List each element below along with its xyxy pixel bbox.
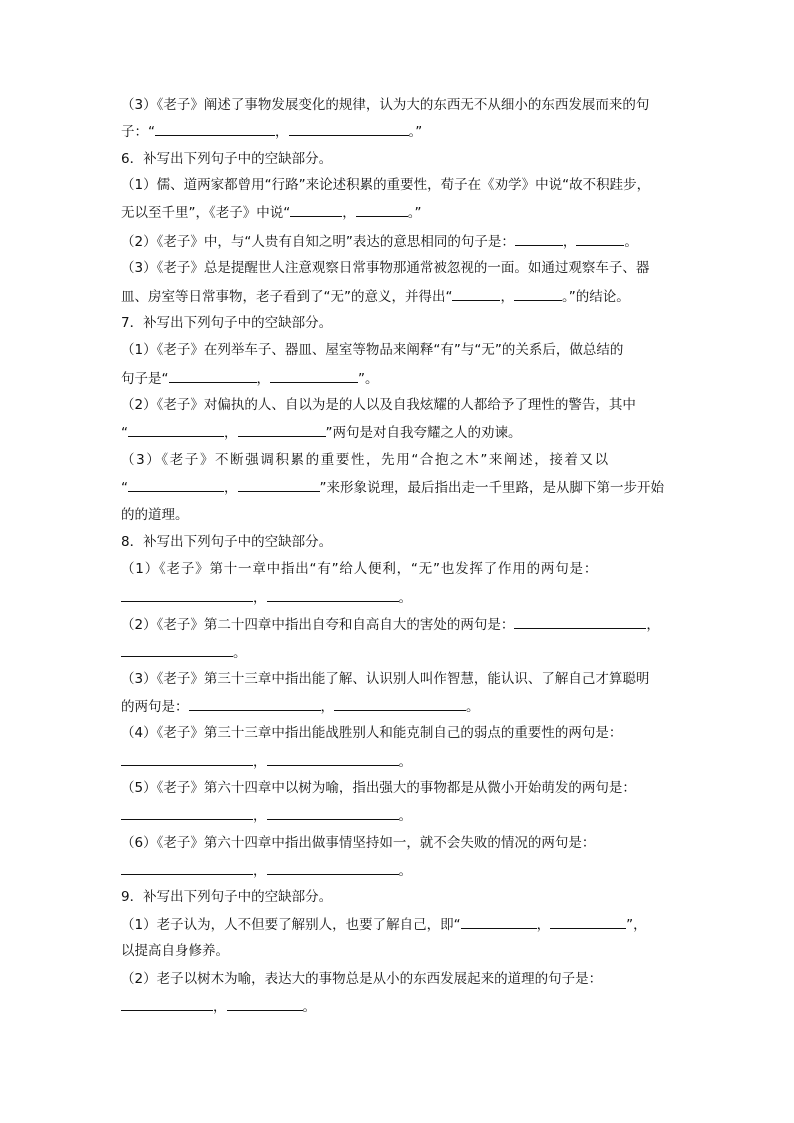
- q9-1-line2: 以提高自身修养。: [121, 943, 229, 959]
- q6-2-line: （2）《老子》中，与“人贵有自知之明”表达的意思相同的句子是： ， 。: [121, 231, 638, 252]
- answer-blank[interactable]: [121, 751, 253, 766]
- section-6-heading: 6．补写出下列句子中的空缺部分。: [121, 151, 333, 167]
- answer-blank[interactable]: [452, 286, 500, 301]
- answer-blank[interactable]: [121, 805, 253, 820]
- q8-1-line1: （1）《老子》第十一章中指出“有”给人便利，“无”也发挥了作用的两句是：: [121, 561, 599, 577]
- answer-blank[interactable]: [189, 696, 321, 711]
- answer-blank[interactable]: [128, 477, 224, 492]
- q9-2-line1: （2）老子以树木为喻，表达大的事物总是从小的东西发展起来的道理的句子是：: [121, 971, 603, 987]
- answer-blank[interactable]: [128, 422, 224, 437]
- answer-blank[interactable]: [461, 914, 537, 929]
- answer-blank[interactable]: [121, 642, 233, 657]
- q7-3-line1: （3）《老子》不断强调积累的重要性，先用“合抱之木”来阐述，接着又以: [121, 452, 610, 468]
- q8-5-line1: （5）《老子》第六十四章中以树为喻，指出强大的事物都是从微小开始萌发的两句是：: [121, 780, 636, 796]
- q8-6-line1: （6）《老子》第六十四章中指出做事情坚持如一，就不会失败的情况的两句是：: [121, 835, 596, 851]
- answer-blank[interactable]: [155, 121, 275, 136]
- answer-blank[interactable]: [515, 231, 563, 246]
- answer-blank[interactable]: [267, 587, 399, 602]
- answer-blank[interactable]: [121, 860, 253, 875]
- answer-blank[interactable]: [550, 914, 626, 929]
- answer-blank[interactable]: [238, 477, 320, 492]
- answer-blank[interactable]: [121, 587, 253, 602]
- answer-blank[interactable]: [267, 805, 399, 820]
- q7-1-line2: 句子是“ ， ”。: [121, 368, 379, 389]
- q5-3-line1: （3）《老子》阐述了事物发展变化的规律，认为大的东西无不从细小的东西发展而来的句: [121, 97, 650, 113]
- section-9-heading: 9．补写出下列句子中的空缺部分。: [121, 889, 333, 905]
- q7-1-line1: （1）《老子》在列举车子、器皿、屋室等物品来阐释“有”与“无”的关系后，做总结的: [121, 342, 624, 358]
- answer-blank[interactable]: [576, 231, 624, 246]
- answer-blank[interactable]: [267, 751, 399, 766]
- answer-blank[interactable]: [334, 696, 466, 711]
- q8-2-line1: （2）《老子》第二十四章中指出自夸和自高自大的害处的两句是： ，: [121, 614, 660, 635]
- answer-blank[interactable]: [514, 286, 562, 301]
- q8-4-line1: （4）《老子》第三十三章中指出能战胜别人和能克制自己的弱点的重要性的两句是：: [121, 725, 623, 741]
- answer-blank[interactable]: [238, 422, 326, 437]
- answer-blank[interactable]: [121, 996, 213, 1011]
- section-7-heading: 7．补写出下列句子中的空缺部分。: [121, 315, 333, 331]
- q9-1-line1: （1）老子认为，人不但要了解别人，也要了解自己，即“ ， ”，: [121, 914, 647, 935]
- q7-2-line1: （2）《老子》对偏执的人、自以为是的人以及自我炫耀的人都给予了理性的警告，其中: [121, 397, 636, 413]
- q6-3-line1: （3）《老子》总是提醒世人注意观察日常事物那通常被忽视的一面。如通过观察车子、器: [121, 260, 650, 276]
- q8-4-line2: ， 。: [121, 751, 412, 772]
- answer-blank[interactable]: [267, 860, 399, 875]
- q8-2-line2: 。: [121, 642, 247, 663]
- answer-blank[interactable]: [356, 202, 408, 217]
- answer-blank[interactable]: [290, 202, 342, 217]
- q8-3-line1: （3）《老子》第三十三章中指出能了解、认识别人叫作智慧，能认识、了解自己才算聪明: [121, 671, 650, 687]
- q6-1-line2: 无以至千里”，《老子》中说“ ， 。”: [121, 202, 422, 223]
- q8-3-line2: 的两句是： ， 。: [121, 696, 480, 717]
- answer-blank[interactable]: [227, 996, 303, 1011]
- section-8-heading: 8．补写出下列句子中的空缺部分。: [121, 534, 333, 550]
- q6-1-line1: （1）儒、道两家都曾用“行路”来论述积累的重要性，荀子在《劝学》中说“故不积跬步，: [121, 177, 651, 193]
- q8-1-line2: ， 。: [121, 587, 412, 608]
- q7-2-line2: “ ， ”两句是对自我夸耀之人的劝谏。: [121, 422, 522, 443]
- q7-3-line3: 的的道理。: [121, 507, 189, 523]
- q6-3-line2: 皿、房室等日常事物，老子看到了“无”的意义，并得出“ ， 。”的结论。: [121, 286, 630, 307]
- answer-blank[interactable]: [270, 368, 358, 383]
- q8-5-line2: ， 。: [121, 805, 412, 826]
- answer-blank[interactable]: [169, 368, 257, 383]
- q8-6-line2: ， 。: [121, 860, 412, 881]
- q7-3-line2: “ ， ”来形象说理，最后指出走一千里路，是从脚下第一步开始: [121, 477, 664, 498]
- answer-blank[interactable]: [289, 121, 409, 136]
- q9-2-line2: ， 。: [121, 996, 316, 1017]
- answer-blank[interactable]: [514, 614, 646, 629]
- q5-3-line2: 子：“ ， 。”: [121, 121, 422, 142]
